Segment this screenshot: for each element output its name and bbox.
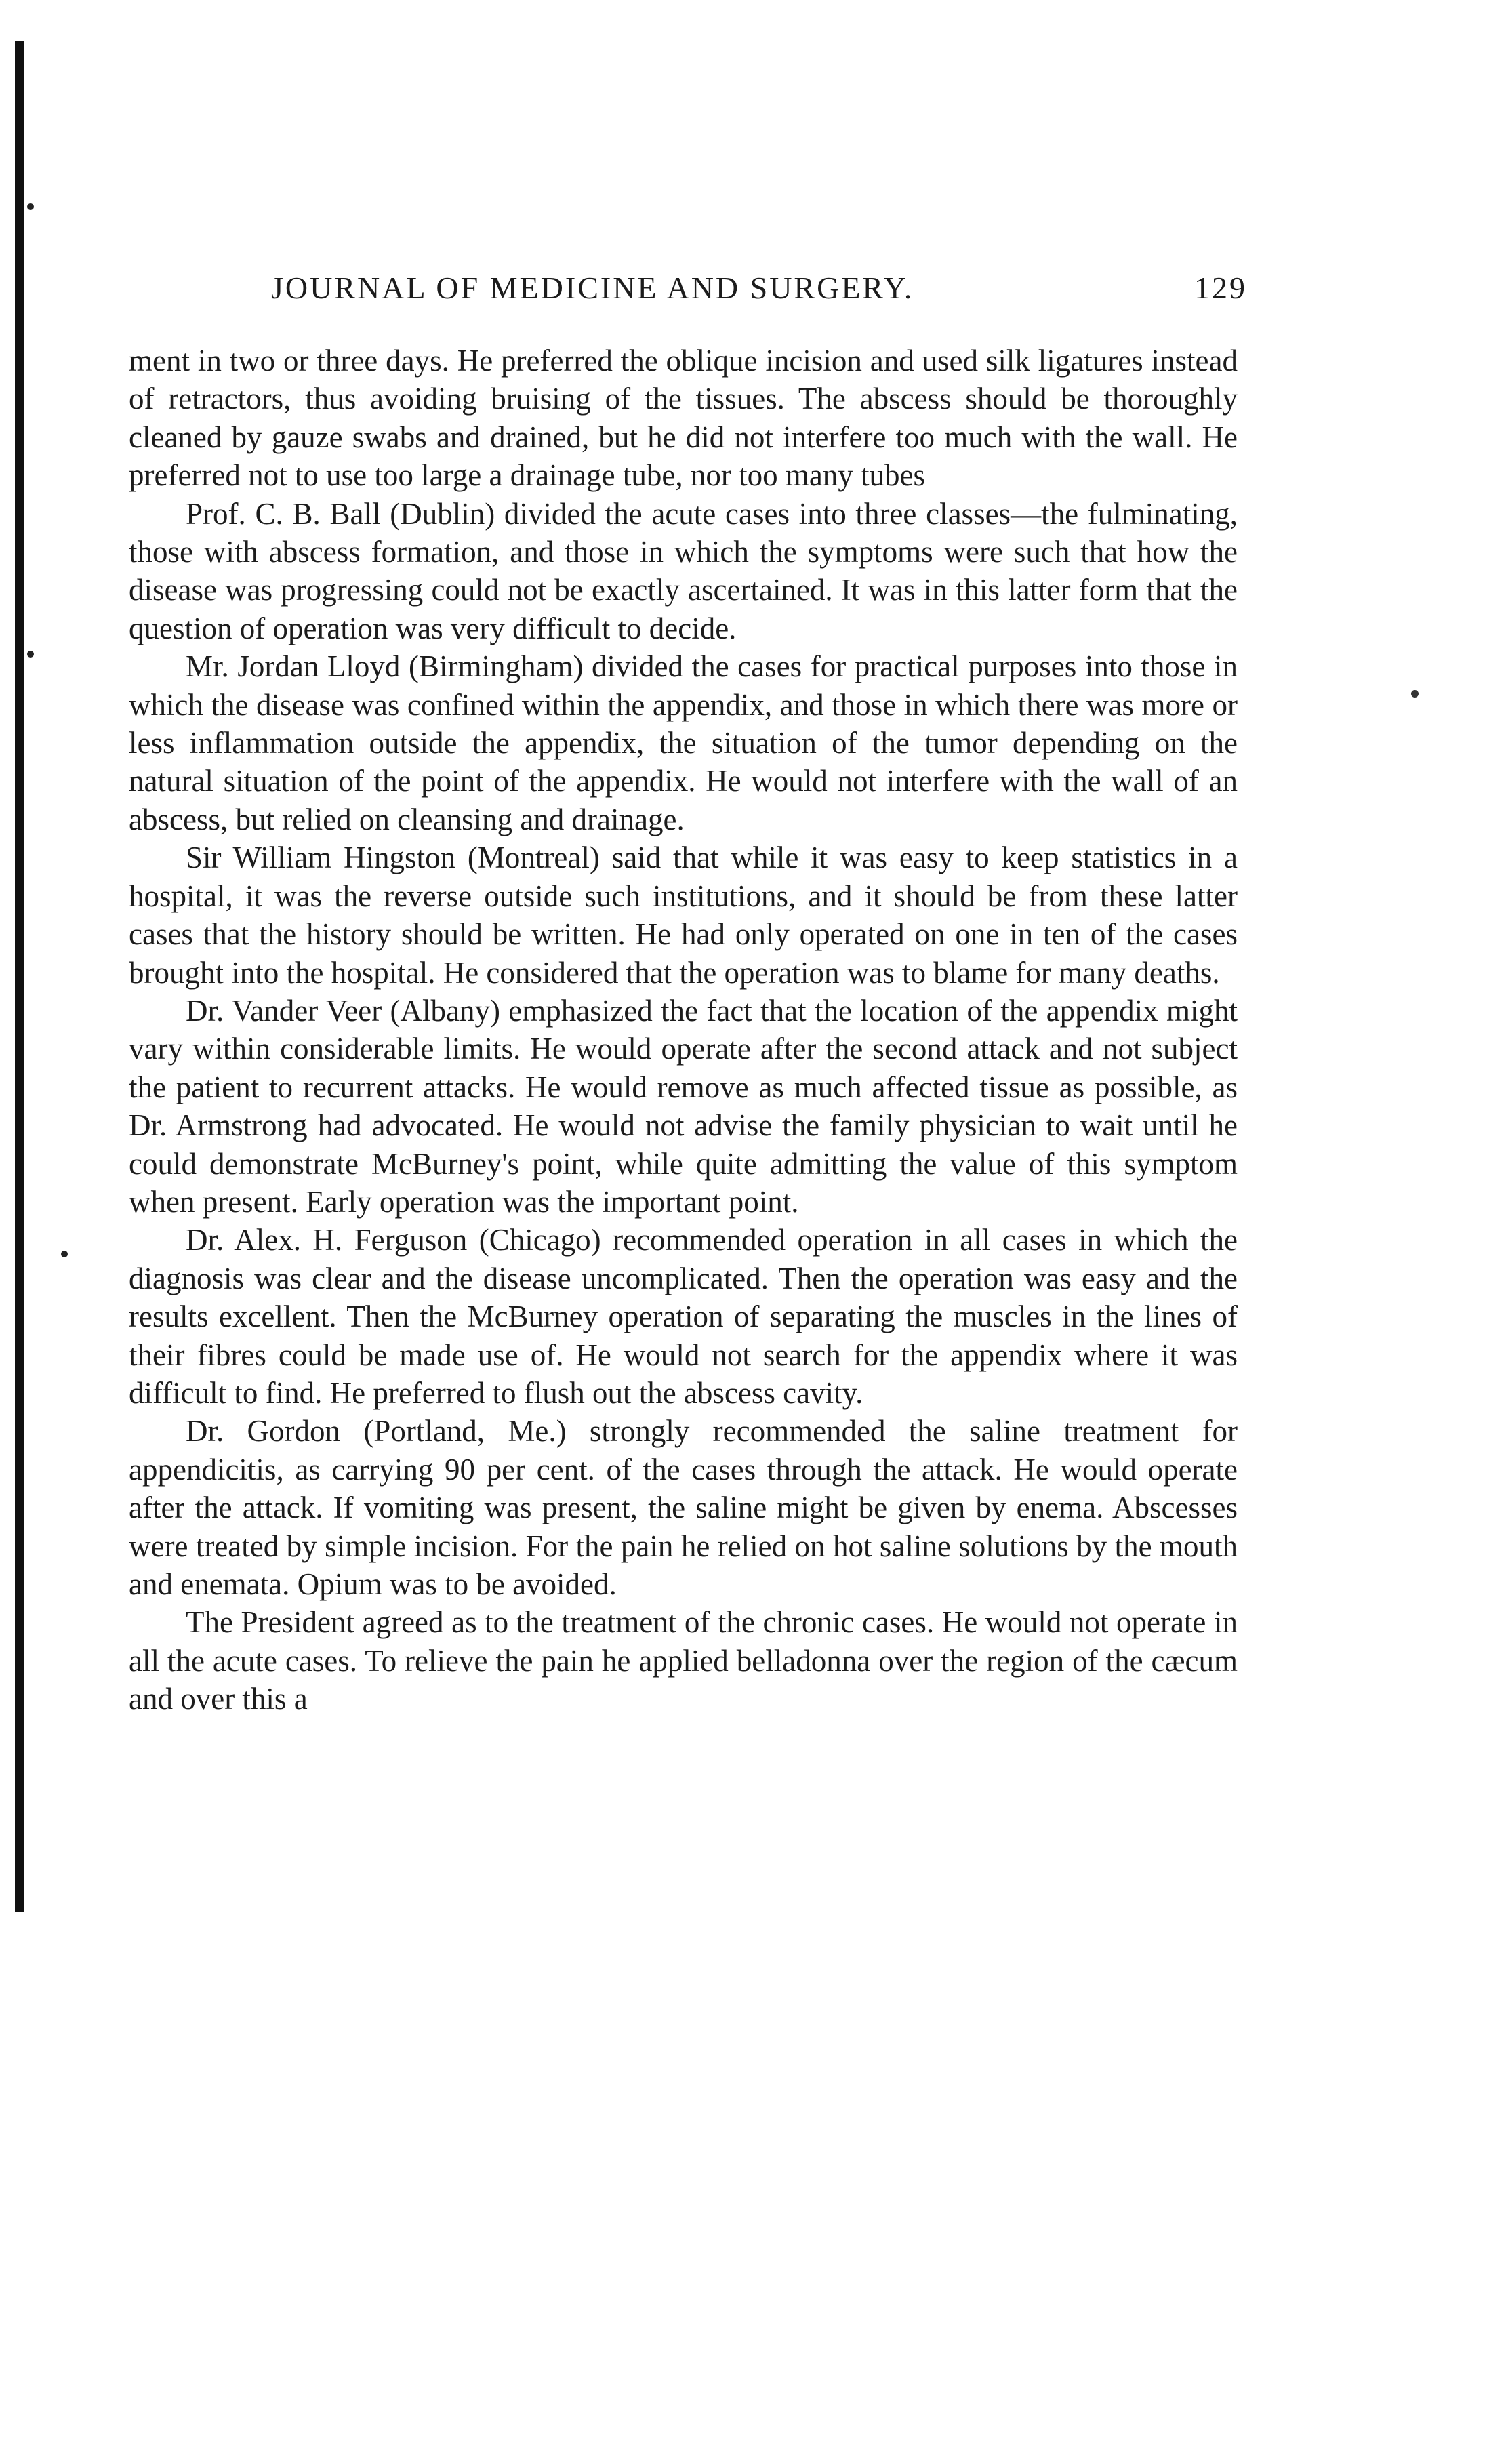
scan-speck [1411, 690, 1419, 698]
paragraph-continuation: ment in two or three days. He preferred the oblique incision and used silk ligatures instead of retractors, thus avoiding bruising of the tissues. The abscess should be thoroughly cleaned by gauze swabs and drained, but he did not interfere too much with the wall. He preferred not to use too large a drainage tube, nor too many tubes [129, 344, 1238, 493]
scan-speck [61, 1251, 68, 1257]
paragraph-ball: Prof. C. B. Ball (Dublin) divided the acute cases into three classes—the fulminating, those with abscess formation, and those in which the symptoms were such that how the disease was progressing could not be exactly ascertained. It was in this latter form that the question of operation was very difficult to decide. [129, 496, 1238, 645]
page-number: 129 [1194, 270, 1247, 305]
paragraph-president: The President agreed as to the treatment of the chronic cases. He would not operate in all the acute cases. To relieve the pain he applied belladonna over the region of the cæcum and over this a [129, 1605, 1238, 1716]
paragraph-gordon: Dr. Gordon (Portland, Me.) strongly recommended the saline treatment for appendicitis, as carrying 90 per cent. of the cases through the attack. He would operate after the attack. If vomiting was present, the saline might be given by enema. Abscesses were treated by simple incision. For the pain he relied on hot saline solutions by the mouth and enemata. Opium was to be avoided. [129, 1414, 1238, 1601]
running-header [271, 270, 1247, 310]
paragraph-vander-veer: Dr. Vander Veer (Albany) emphasized the fact that the location of the appendix might vary within considerable limits. He would operate after the second attack and not subject the patient to recurrent attacks. He would remove as much affected tissue as possible, as Dr. Armstrong had advocated. He would not advise the family physician to wait until he could demonstrate McBurney's point, while quite admitting the value of this symptom when present. Early operation was the important point. [129, 993, 1238, 1219]
scan-speck [27, 203, 34, 210]
article-body [129, 342, 1238, 1718]
paragraph-ferguson: Dr. Alex. H. Ferguson (Chicago) recommended operation in all cases in which the diagnosis was clear and the disease uncomplicated. Then the operation was easy and the results excellent. Then the McBurney operation of separating the muscles in the lines of their fibres could be made use of. He would not search for the appendix where it was difficult to find. He preferred to flush out the abscess cavity. [129, 1223, 1238, 1410]
journal-title: JOURNAL OF MEDICINE AND SURGERY. [271, 270, 914, 305]
paragraph-lloyd: Mr. Jordan Lloyd (Birmingham) divided the cases for practical purposes into those in which the disease was confined within the appendix, and those in which there was more or less inflammation outside the appendix, the situation of the tumor depending on the natural situation of the point of the appendix. He would not interfere with the wall of an abscess, but relied on cleansing and drainage. [129, 649, 1238, 836]
paragraph-hingston: Sir William Hingston (Montreal) said that while it was easy to keep statistics in a hospital, it was the reverse outside such institutions, and it should be from these latter cases that the history should be written. He had only operated on one in ten of the cases brought into the hospital. He considered that the operation was to blame for many deaths. [129, 841, 1238, 990]
scan-binding-edge [15, 41, 24, 1912]
scan-speck [27, 651, 34, 658]
